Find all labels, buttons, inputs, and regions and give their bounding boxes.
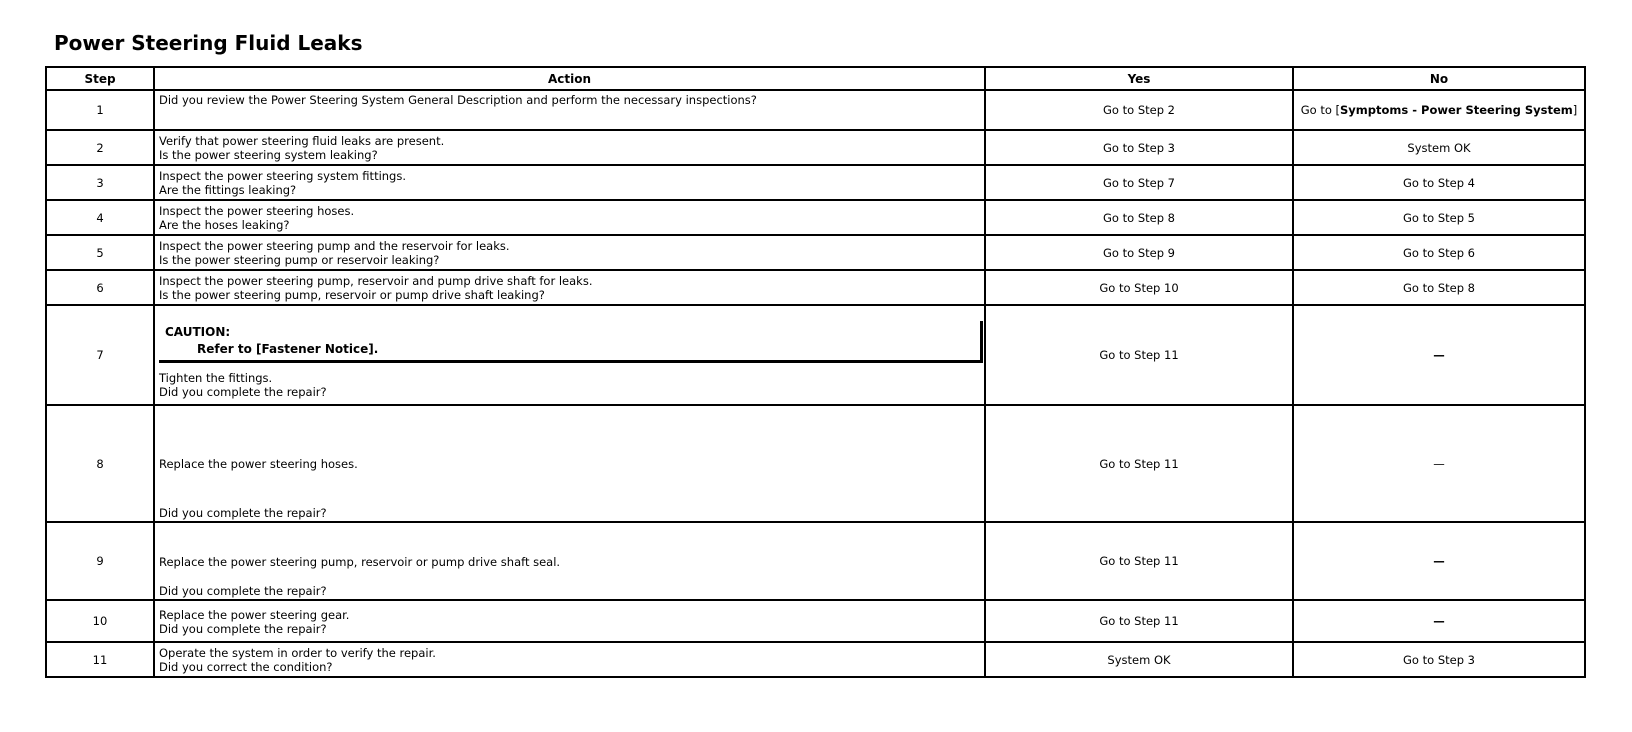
no-link[interactable] — [1293, 90, 1585, 130]
table-row — [46, 200, 1585, 235]
no-link[interactable]: Go to Step 8 — [1293, 270, 1585, 305]
fastener-notice-link[interactable]: Refer to [Fastener Notice]. — [197, 341, 379, 356]
yes-link[interactable]: Go to Step 8 — [985, 200, 1293, 235]
action-question: Did you complete the repair? — [159, 621, 327, 636]
table-row — [46, 305, 1585, 405]
action-cell — [154, 165, 985, 200]
yes-link[interactable]: Go to Step 11 — [985, 600, 1293, 642]
action-cell — [154, 235, 985, 270]
action-question: Are the fittings leaking? — [159, 183, 297, 197]
action-cell — [154, 130, 985, 165]
no-suffix: ] — [1572, 103, 1578, 117]
step-number: 4 — [46, 200, 154, 235]
action-cell — [154, 600, 985, 642]
yes-result: System OK — [985, 642, 1293, 677]
action-line: Tighten the fittings. — [159, 370, 273, 385]
yes-link[interactable]: Go to Step 7 — [985, 165, 1293, 200]
action-cell — [154, 305, 985, 405]
action-cell — [154, 200, 985, 235]
action-line: Inspect the power steering system fittings. — [159, 169, 407, 183]
no-link[interactable]: Go to Step 5 — [1293, 200, 1585, 235]
table-row — [46, 600, 1585, 642]
caution-label: CAUTION: — [165, 324, 231, 339]
step-number: 10 — [46, 600, 154, 642]
yes-link[interactable]: Go to Step 9 — [985, 235, 1293, 270]
step-number: 7 — [46, 305, 154, 405]
table-row — [46, 235, 1585, 270]
table-row — [46, 522, 1585, 600]
action-line: Verify that power steering fluid leaks are present. — [159, 134, 445, 148]
step-number: 3 — [46, 165, 154, 200]
action-question: Are the hoses leaking? — [159, 218, 290, 232]
no-link[interactable]: Go to Step 3 — [1293, 642, 1585, 677]
header-yes: Yes — [985, 67, 1293, 90]
no-result — [1293, 405, 1585, 522]
dash: — — [1433, 456, 1445, 471]
table-row — [46, 270, 1585, 305]
action-cell — [154, 90, 985, 130]
step-number: 5 — [46, 235, 154, 270]
diagnostic-table — [45, 66, 1586, 678]
yes-link[interactable]: Go to Step 2 — [985, 90, 1293, 130]
step-number: 6 — [46, 270, 154, 305]
action-question: Is the power steering pump or reservoir leaking? — [159, 253, 440, 267]
no-result: System OK — [1293, 130, 1585, 165]
no-prefix: Go to [ — [1300, 103, 1341, 117]
action-line: Inspect the power steering pump, reservoir and pump drive shaft for leaks. — [159, 274, 593, 288]
page-title: Power Steering Fluid Leaks — [54, 31, 363, 55]
action-cell — [154, 270, 985, 305]
step-number: 2 — [46, 130, 154, 165]
action-question: Did you complete the repair? — [159, 384, 327, 399]
dash: — — [1433, 348, 1445, 362]
header-step: Step — [46, 67, 154, 90]
action-line: Operate the system in order to verify the repair. — [159, 646, 436, 660]
step-number: 1 — [46, 90, 154, 130]
action-question: Did you correct the condition? — [159, 660, 333, 674]
yes-link[interactable]: Go to Step 11 — [985, 405, 1293, 522]
action-cell — [154, 522, 985, 600]
action-cell — [154, 642, 985, 677]
table-header-row — [46, 67, 1585, 90]
caution-box — [159, 321, 983, 363]
header-no: No — [1293, 67, 1585, 90]
action-line: Replace the power steering hoses. — [159, 457, 358, 471]
step-number: 11 — [46, 642, 154, 677]
action-question: Is the power steering system leaking? — [159, 148, 378, 162]
no-link[interactable]: Go to Step 6 — [1293, 235, 1585, 270]
yes-link[interactable]: Go to Step 11 — [985, 522, 1293, 600]
yes-link[interactable]: Go to Step 10 — [985, 270, 1293, 305]
table-row — [46, 130, 1585, 165]
no-link[interactable]: Go to Step 4 — [1293, 165, 1585, 200]
step-number: 9 — [46, 522, 154, 600]
dash: — — [1433, 614, 1445, 628]
no-result — [1293, 522, 1585, 600]
step-number: 8 — [46, 405, 154, 522]
no-result — [1293, 305, 1585, 405]
action-line: Did you review the Power Steering System General Description and perform the necessary inspections? — [159, 93, 757, 107]
header-action: Action — [154, 67, 985, 90]
no-result — [1293, 600, 1585, 642]
table-row — [46, 405, 1585, 522]
dash: — — [1433, 554, 1445, 568]
action-line: Inspect the power steering hoses. — [159, 204, 355, 218]
action-question: Did you complete the repair? — [159, 584, 327, 598]
table-row — [46, 642, 1585, 677]
action-line: Replace the power steering pump, reservoir or pump drive shaft seal. — [159, 554, 561, 569]
action-cell — [154, 405, 985, 522]
action-question: Is the power steering pump, reservoir or pump drive shaft leaking? — [159, 288, 545, 302]
symptoms-link[interactable]: Symptoms - Power Steering System — [1340, 103, 1573, 117]
table-row — [46, 90, 1585, 130]
action-question: Did you complete the repair? — [159, 506, 327, 520]
action-line: Inspect the power steering pump and the reservoir for leaks. — [159, 239, 510, 253]
action-line: Replace the power steering gear. — [159, 607, 350, 622]
yes-link[interactable]: Go to Step 3 — [985, 130, 1293, 165]
yes-link[interactable]: Go to Step 11 — [985, 305, 1293, 405]
table-row — [46, 165, 1585, 200]
